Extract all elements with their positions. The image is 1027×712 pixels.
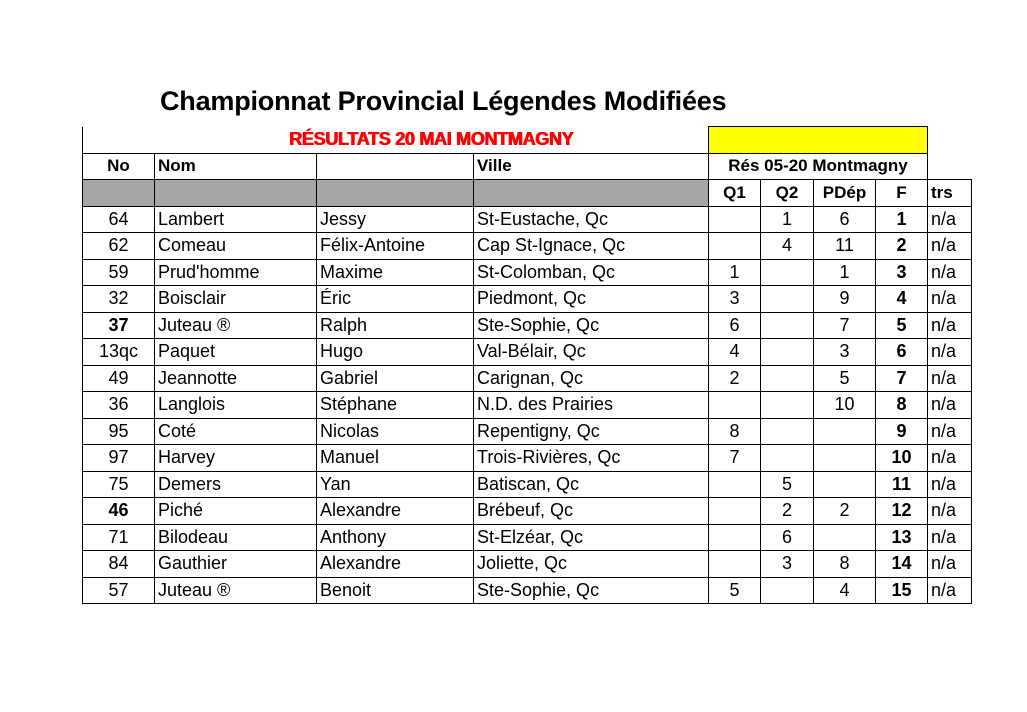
cell-f: 15: [876, 577, 928, 604]
cell-q1: 8: [709, 418, 761, 445]
cell-trs: n/a: [928, 365, 972, 392]
cell-pdep: 7: [814, 312, 876, 339]
cell-f: 8: [876, 392, 928, 419]
cell-q2: [761, 577, 814, 604]
cell-trs: n/a: [928, 577, 972, 604]
cell-f: 13: [876, 524, 928, 551]
cell-nom: Jeannotte: [155, 365, 317, 392]
cell-trs: n/a: [928, 259, 972, 286]
cell-f: 11: [876, 471, 928, 498]
gray-cell: [83, 180, 155, 207]
table-row: [83, 392, 972, 419]
cell-q2: [761, 365, 814, 392]
cell-f: 14: [876, 551, 928, 578]
header-trs: trs: [928, 180, 972, 207]
subheader-row: [83, 180, 972, 207]
cell-trs: n/a: [928, 471, 972, 498]
cell-trs: n/a: [928, 206, 972, 233]
table-row: [83, 577, 972, 604]
cell-q2: 6: [761, 524, 814, 551]
table-row: [83, 471, 972, 498]
header-res: Rés 05-20 Montmagny: [709, 153, 928, 180]
cell-pdep: 8: [814, 551, 876, 578]
table-row: [83, 339, 972, 366]
header-q1: Q1: [709, 180, 761, 207]
cell-prenom: Anthony: [317, 524, 474, 551]
cell-trs: n/a: [928, 312, 972, 339]
cell-no: 49: [83, 365, 155, 392]
results-subtitle: RÉSULTATS 20 MAI MONTMAGNY: [289, 129, 574, 149]
header-row: [83, 153, 972, 180]
cell-ville: Joliette, Qc: [474, 551, 709, 578]
cell-prenom: Gabriel: [317, 365, 474, 392]
cell-nom: Boisclair: [155, 286, 317, 313]
cell-pdep: [814, 471, 876, 498]
table-row: [83, 418, 972, 445]
cell-no: 57: [83, 577, 155, 604]
cell-prenom: Stéphane: [317, 392, 474, 419]
cell-no: 32: [83, 286, 155, 313]
cell-pdep: [814, 418, 876, 445]
cell-q2: [761, 392, 814, 419]
cell-f: 3: [876, 259, 928, 286]
cell-ville: N.D. des Prairies: [474, 392, 709, 419]
cell-prenom: Maxime: [317, 259, 474, 286]
cell-q2: [761, 312, 814, 339]
cell-prenom: Éric: [317, 286, 474, 313]
cell-prenom: Alexandre: [317, 551, 474, 578]
header-no: No: [83, 153, 155, 180]
gray-cell: [317, 180, 474, 207]
table-row: [83, 233, 972, 260]
cell-q1: [709, 551, 761, 578]
cell-f: 7: [876, 365, 928, 392]
cell-q2: [761, 339, 814, 366]
cell-prenom: Hugo: [317, 339, 474, 366]
cell-q1: 6: [709, 312, 761, 339]
cell-q2: 3: [761, 551, 814, 578]
cell-trs: n/a: [928, 339, 972, 366]
cell-q1: [709, 206, 761, 233]
cell-trs: n/a: [928, 418, 972, 445]
cell-nom: Juteau ®: [155, 577, 317, 604]
highlight-cell: [709, 127, 928, 154]
cell-prenom: Alexandre: [317, 498, 474, 525]
cell-f: 5: [876, 312, 928, 339]
table-row: [83, 259, 972, 286]
cell-ville: St-Elzéar, Qc: [474, 524, 709, 551]
cell-f: 10: [876, 445, 928, 472]
header-ville: Ville: [474, 153, 709, 180]
cell-prenom: Félix-Antoine: [317, 233, 474, 260]
cell-nom: Lambert: [155, 206, 317, 233]
cell-nom: Gauthier: [155, 551, 317, 578]
cell-q1: [709, 233, 761, 260]
cell-q1: 1: [709, 259, 761, 286]
table-row: [83, 524, 972, 551]
cell-nom: Comeau: [155, 233, 317, 260]
cell-q1: 4: [709, 339, 761, 366]
cell-nom: Langlois: [155, 392, 317, 419]
cell-ville: Val-Bélair, Qc: [474, 339, 709, 366]
cell-ville: Piedmont, Qc: [474, 286, 709, 313]
header-nom: Nom: [155, 153, 317, 180]
cell-nom: Demers: [155, 471, 317, 498]
cell-q1: 5: [709, 577, 761, 604]
results-sheet: [82, 126, 972, 604]
cell-ville: St-Eustache, Qc: [474, 206, 709, 233]
cell-nom: Bilodeau: [155, 524, 317, 551]
cell-q1: [709, 524, 761, 551]
cell-f: 4: [876, 286, 928, 313]
cell-nom: Juteau ®: [155, 312, 317, 339]
cell-no: 64: [83, 206, 155, 233]
cell-ville: Repentigny, Qc: [474, 418, 709, 445]
cell-no: 71: [83, 524, 155, 551]
cell-f: 6: [876, 339, 928, 366]
cell-ville: Carignan, Qc: [474, 365, 709, 392]
cell-trs: n/a: [928, 233, 972, 260]
cell-q2: [761, 286, 814, 313]
cell-trs: n/a: [928, 524, 972, 551]
table-row: [83, 445, 972, 472]
cell-ville: Brébeuf, Qc: [474, 498, 709, 525]
gray-cell: [474, 180, 709, 207]
cell-trs: n/a: [928, 551, 972, 578]
table-row: [83, 498, 972, 525]
cell-prenom: Manuel: [317, 445, 474, 472]
cell-trs: n/a: [928, 286, 972, 313]
cell-q1: [709, 392, 761, 419]
cell-nom: Piché: [155, 498, 317, 525]
cell-nom: Harvey: [155, 445, 317, 472]
cell-ville: Ste-Sophie, Qc: [474, 312, 709, 339]
results-table: [82, 126, 972, 604]
cell-ville: Batiscan, Qc: [474, 471, 709, 498]
cell-prenom: Benoit: [317, 577, 474, 604]
cell-no: 59: [83, 259, 155, 286]
cell-pdep: 3: [814, 339, 876, 366]
header-q2: Q2: [761, 180, 814, 207]
cell-no: 95: [83, 418, 155, 445]
cell-prenom: Nicolas: [317, 418, 474, 445]
cell-prenom: Ralph: [317, 312, 474, 339]
cell-q2: 2: [761, 498, 814, 525]
cell-pdep: 2: [814, 498, 876, 525]
cell-nom: Paquet: [155, 339, 317, 366]
cell-no: 75: [83, 471, 155, 498]
cell-pdep: [814, 524, 876, 551]
cell-ville: Cap St-Ignace, Qc: [474, 233, 709, 260]
cell-q1: 7: [709, 445, 761, 472]
cell-pdep: 4: [814, 577, 876, 604]
table-row: [83, 365, 972, 392]
cell-q2: [761, 418, 814, 445]
cell-trs: n/a: [928, 445, 972, 472]
cell-q1: [709, 498, 761, 525]
subtitle-row: [83, 127, 972, 154]
header-pdep: PDép: [814, 180, 876, 207]
table-row: [83, 206, 972, 233]
cell-no: 84: [83, 551, 155, 578]
cell-q2: 1: [761, 206, 814, 233]
cell-ville: Ste-Sophie, Qc: [474, 577, 709, 604]
cell-pdep: 5: [814, 365, 876, 392]
cell-f: 12: [876, 498, 928, 525]
cell-prenom: Jessy: [317, 206, 474, 233]
cell-no: 37: [83, 312, 155, 339]
table-row: [83, 286, 972, 313]
cell-pdep: 6: [814, 206, 876, 233]
cell-q1: 2: [709, 365, 761, 392]
header-f: F: [876, 180, 928, 207]
cell-pdep: 9: [814, 286, 876, 313]
cell-pdep: 10: [814, 392, 876, 419]
cell-f: 9: [876, 418, 928, 445]
cell-no: 46: [83, 498, 155, 525]
header-prenom: [317, 153, 474, 180]
cell-f: 1: [876, 206, 928, 233]
cell-pdep: 11: [814, 233, 876, 260]
cell-ville: St-Colomban, Qc: [474, 259, 709, 286]
page-title: Championnat Provincial Légendes Modifiées: [160, 86, 727, 116]
cell-q1: 3: [709, 286, 761, 313]
cell-prenom: Yan: [317, 471, 474, 498]
cell-no: 62: [83, 233, 155, 260]
cell-trs: n/a: [928, 498, 972, 525]
cell-nom: Prud'homme: [155, 259, 317, 286]
table-row: [83, 312, 972, 339]
cell-q1: [709, 471, 761, 498]
cell-ville: Trois-Rivières, Qc: [474, 445, 709, 472]
cell-no: 36: [83, 392, 155, 419]
cell-q2: [761, 445, 814, 472]
cell-q2: 4: [761, 233, 814, 260]
cell-pdep: 1: [814, 259, 876, 286]
cell-q2: 5: [761, 471, 814, 498]
cell-trs: n/a: [928, 392, 972, 419]
cell-f: 2: [876, 233, 928, 260]
gray-cell: [155, 180, 317, 207]
cell-no: 13qc: [83, 339, 155, 366]
cell-pdep: [814, 445, 876, 472]
cell-q2: [761, 259, 814, 286]
cell-no: 97: [83, 445, 155, 472]
cell-nom: Coté: [155, 418, 317, 445]
table-row: [83, 551, 972, 578]
